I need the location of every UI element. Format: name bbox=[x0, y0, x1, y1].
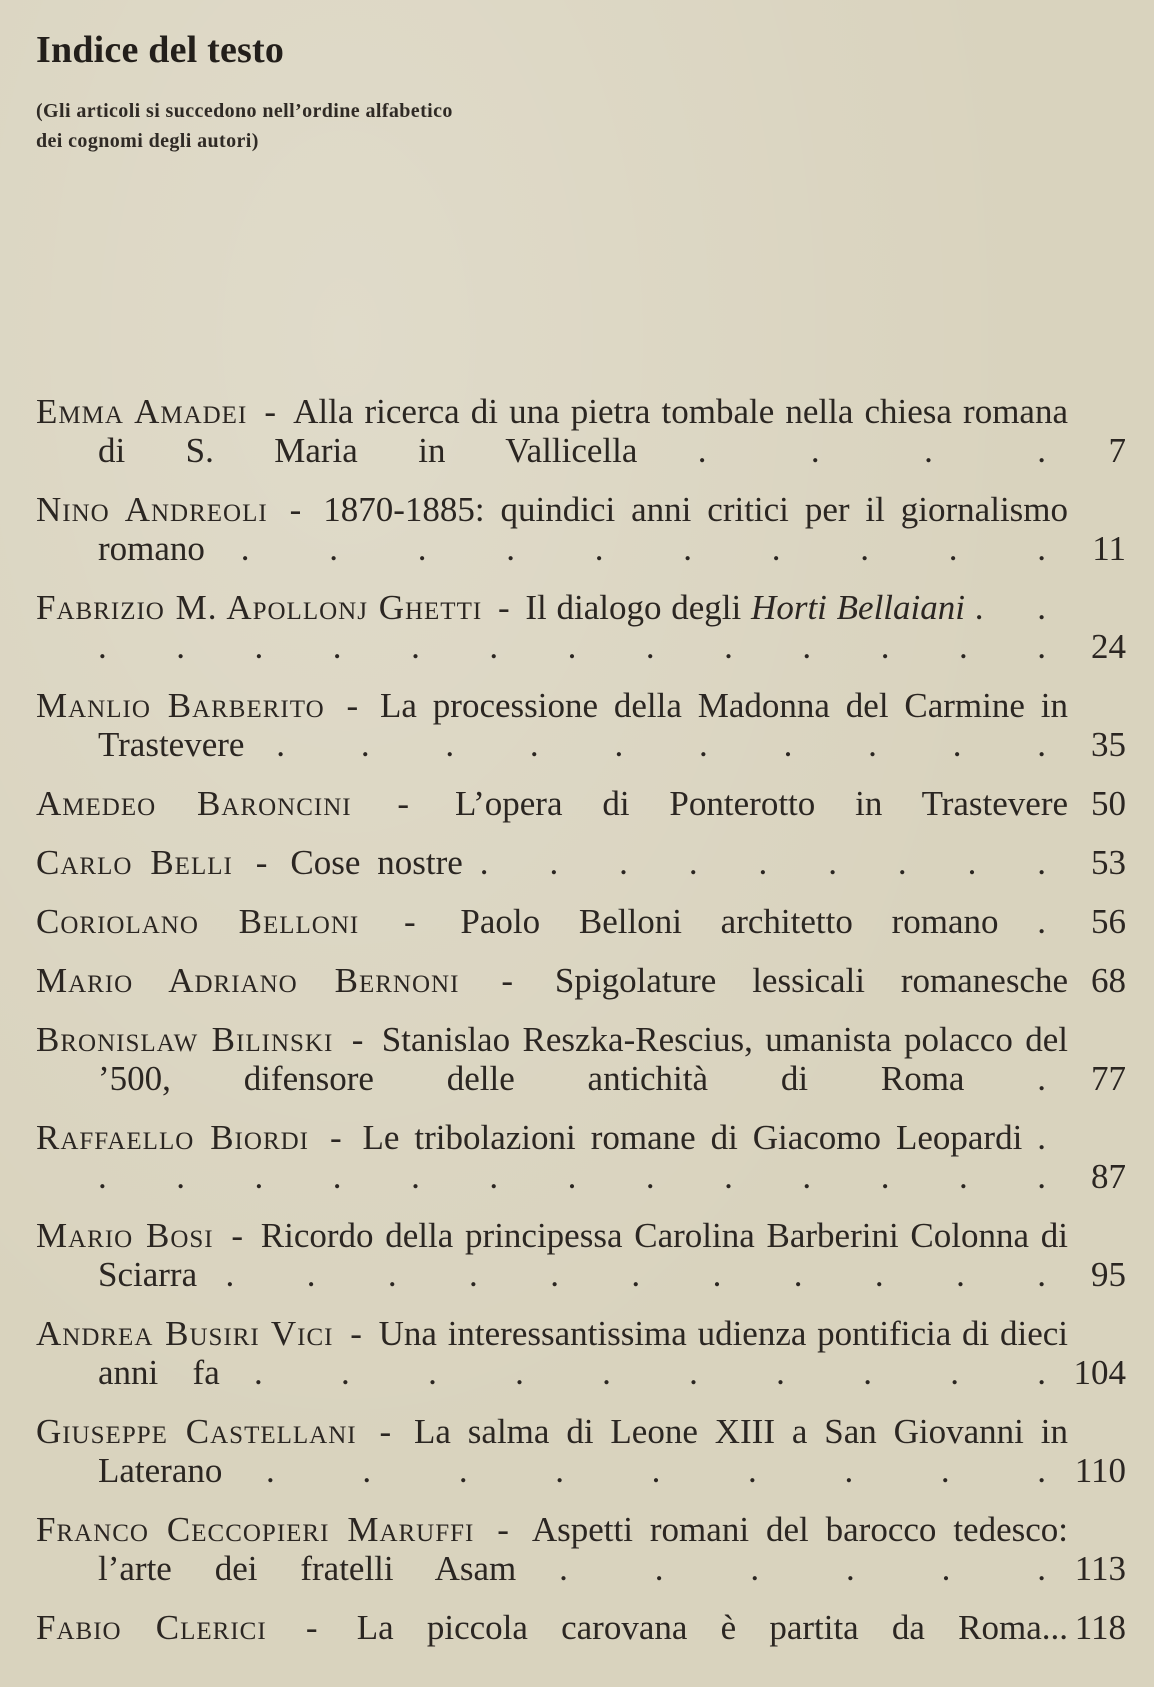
toc-entry[interactable] bbox=[36, 588, 1126, 666]
entry-page-number: 110 bbox=[1074, 1451, 1126, 1490]
entry-author: Fabio Clerici bbox=[36, 1608, 267, 1647]
entry-title: La piccola carovana è partita da Roma... bbox=[356, 1608, 1069, 1647]
entry-leader-dots: . bbox=[1037, 1059, 1068, 1098]
entry-title: La processione della Madonna del Carmine in Trastevere bbox=[98, 686, 1068, 764]
entry-author: Amedeo Baroncini bbox=[36, 784, 352, 823]
toc-entry[interactable] bbox=[36, 1216, 1126, 1294]
entry-page-number: 118 bbox=[1074, 1608, 1126, 1647]
entry-text: Nino Andreoli - 1870-1885: quindici anni critici per il giornalismo romano . . . . . . . . . . bbox=[36, 490, 1069, 568]
entry-leader-dots: . . . . . . . . . . . . . . bbox=[98, 1118, 1069, 1196]
table-of-contents bbox=[36, 392, 1126, 1667]
toc-entry[interactable] bbox=[36, 1412, 1126, 1490]
entry-text: Fabrizio M. Apollonj Ghetti - Il dialogo degli Horti Bellaiani . . . . . . . . . . . . . . . bbox=[36, 588, 1069, 666]
entry-text: Andrea Busiri Vici - Una interessantissima udienza pontificia di dieci anni fa . . . . . . . . . . bbox=[36, 1314, 1069, 1392]
toc-entry[interactable] bbox=[36, 1608, 1126, 1647]
entry-title: Alla ricerca di una pietra tombale nella chiesa romana di S. Maria in Vallicella bbox=[98, 392, 1069, 470]
entry-title: Spigolature lessicali romanesche bbox=[554, 961, 1069, 1000]
entry-leader-dots: . . . . . . bbox=[559, 1549, 1069, 1588]
entry-text: Mario Adriano Bernoni - Spigolature lessicali romanesche bbox=[36, 961, 1069, 1000]
entry-title: Il dialogo degli bbox=[525, 588, 742, 627]
entry-title: L’opera di Ponterotto in Trastevere bbox=[454, 784, 1069, 823]
entry-page-number: 53 bbox=[1091, 843, 1126, 882]
entry-page-number: 68 bbox=[1091, 961, 1126, 1000]
entry-author: Manlio Barberito bbox=[36, 686, 325, 725]
subtitle-line-1: (Gli articoli si succedono nell’ordine alfabetico bbox=[36, 100, 453, 122]
entry-author: Carlo Belli bbox=[36, 843, 233, 882]
entry-leader-dots: . . . . . . . . . bbox=[479, 843, 1069, 882]
toc-entry[interactable] bbox=[36, 490, 1126, 568]
entry-author: Mario Bosi bbox=[36, 1216, 214, 1255]
toc-entry[interactable] bbox=[36, 784, 1126, 823]
toc-entry[interactable] bbox=[36, 1314, 1126, 1392]
entry-page-number: 77 bbox=[1091, 1059, 1126, 1098]
entry-title: La salma di Leone XIII a San Giovanni in Laterano bbox=[98, 1412, 1068, 1490]
entry-page-number: 56 bbox=[1091, 902, 1126, 941]
entry-title-italic: Horti Bellaiani bbox=[751, 588, 965, 627]
entry-text: Carlo Belli - Cose nostre . . . . . . . . . bbox=[36, 843, 1069, 882]
subtitle-line-2: dei cognomi degli autori) bbox=[36, 130, 259, 152]
toc-entry[interactable] bbox=[36, 1510, 1126, 1588]
entry-page-number: 95 bbox=[1091, 1255, 1126, 1294]
entry-author: Mario Adriano Bernoni bbox=[36, 961, 460, 1000]
entry-page-number: 11 bbox=[1092, 529, 1126, 568]
entry-title: Ricordo della principessa Carolina Barberini Colonna di Sciarra bbox=[98, 1216, 1068, 1294]
entry-title: Stanislao Reszka-Rescius, umanista polacco del ’500, difensore delle antichità di Roma bbox=[98, 1020, 1069, 1098]
entry-author: Nino Andreoli bbox=[36, 490, 268, 529]
entry-leader-dots: . . . . . . . . . . bbox=[254, 1353, 1069, 1392]
toc-entry[interactable] bbox=[36, 961, 1126, 1000]
toc-entry[interactable] bbox=[36, 686, 1126, 764]
entry-title: Cose nostre bbox=[290, 843, 463, 882]
toc-entry[interactable] bbox=[36, 1118, 1126, 1196]
entry-text: Emma Amadei - Alla ricerca di una pietra tombale nella chiesa romana di S. Maria in Vallicella . . . . bbox=[36, 392, 1069, 470]
entry-title: 1870-1885: quindici anni critici per il giornalismo romano bbox=[98, 490, 1069, 568]
entry-page-number: 104 bbox=[1073, 1353, 1126, 1392]
entry-author: Raffaello Biordi bbox=[36, 1118, 309, 1157]
toc-entry[interactable] bbox=[36, 843, 1126, 882]
entry-text: Franco Ceccopieri Maruffi - Aspetti romani del barocco tedesco: l’arte dei fratelli Asam . . . . . . bbox=[36, 1510, 1069, 1588]
entry-page-number: 87 bbox=[1091, 1157, 1126, 1196]
toc-entry[interactable] bbox=[36, 1020, 1126, 1098]
entry-text: Fabio Clerici - La piccola carovana è partita da Roma... bbox=[36, 1608, 1069, 1647]
page-title: Indice del testo bbox=[36, 29, 285, 71]
entry-leader-dots: . . . . bbox=[697, 431, 1068, 470]
entry-text: Manlio Barberito - La processione della Madonna del Carmine in Trastevere . . . . . . . . . . bbox=[36, 686, 1069, 764]
entry-author: Fabrizio M. Apollonj Ghetti bbox=[36, 588, 483, 627]
entry-text: Amedeo Baroncini - L’opera di Ponterotto in Trastevere bbox=[36, 784, 1069, 823]
entry-author: Franco Ceccopieri Maruffi bbox=[36, 1510, 475, 1549]
entry-page-number: 7 bbox=[1108, 431, 1126, 470]
entry-text: Raffaello Biordi - Le tribolazioni romane di Giacomo Leopardi . . . . . . . . . . . . . . bbox=[36, 1118, 1069, 1196]
entry-text: Mario Bosi - Ricordo della principessa Carolina Barberini Colonna di Sciarra . . . . . . . . . . . bbox=[36, 1216, 1068, 1294]
entry-author: Andrea Busiri Vici bbox=[36, 1314, 334, 1353]
entry-page-number: 50 bbox=[1091, 784, 1126, 823]
toc-entry[interactable] bbox=[36, 392, 1126, 470]
entry-author: Emma Amadei bbox=[36, 392, 248, 431]
entry-text: Bronislaw Bilinski - Stanislao Reszka-Rescius, umanista polacco del ’500, difensore delle antichità di Roma . bbox=[36, 1020, 1069, 1098]
toc-entry[interactable] bbox=[36, 902, 1126, 941]
page-subtitle bbox=[36, 96, 636, 156]
entry-author: Bronislaw Bilinski bbox=[36, 1020, 334, 1059]
entry-title: Una interessantissima udienza pontificia di dieci anni fa bbox=[98, 1314, 1069, 1392]
entry-title: Paolo Belloni architetto romano bbox=[460, 902, 999, 941]
entry-leader-dots: . . . . . . . . . . . bbox=[225, 1255, 1068, 1294]
entry-author: Giuseppe Castellani bbox=[36, 1412, 357, 1451]
entry-text: Coriolano Belloni - Paolo Belloni architetto romano . bbox=[36, 902, 1068, 941]
entry-page-number: 113 bbox=[1074, 1549, 1126, 1588]
entry-title: Le tribolazioni romane di Giacomo Leopardi bbox=[362, 1118, 1023, 1157]
entry-page-number: 35 bbox=[1091, 725, 1126, 764]
entry-leader-dots: . . . . . . . . . bbox=[266, 1451, 1069, 1490]
entry-page-number: 24 bbox=[1091, 627, 1126, 666]
entry-leader-dots: . bbox=[1037, 902, 1068, 941]
entry-text: Giuseppe Castellani - La salma di Leone XIII a San Giovanni in Laterano . . . . . . . . . bbox=[36, 1412, 1069, 1490]
entry-leader-dots: . . . . . . . . . . bbox=[276, 725, 1069, 764]
entry-leader-dots: . . . . . . . . . . bbox=[240, 529, 1069, 568]
entry-author: Coriolano Belloni bbox=[36, 902, 360, 941]
entry-leader-dots: . . . . . . . . . . . . . . . bbox=[98, 588, 1069, 666]
entry-title: Aspetti romani del barocco tedesco: l’arte dei fratelli Asam bbox=[98, 1510, 1068, 1588]
